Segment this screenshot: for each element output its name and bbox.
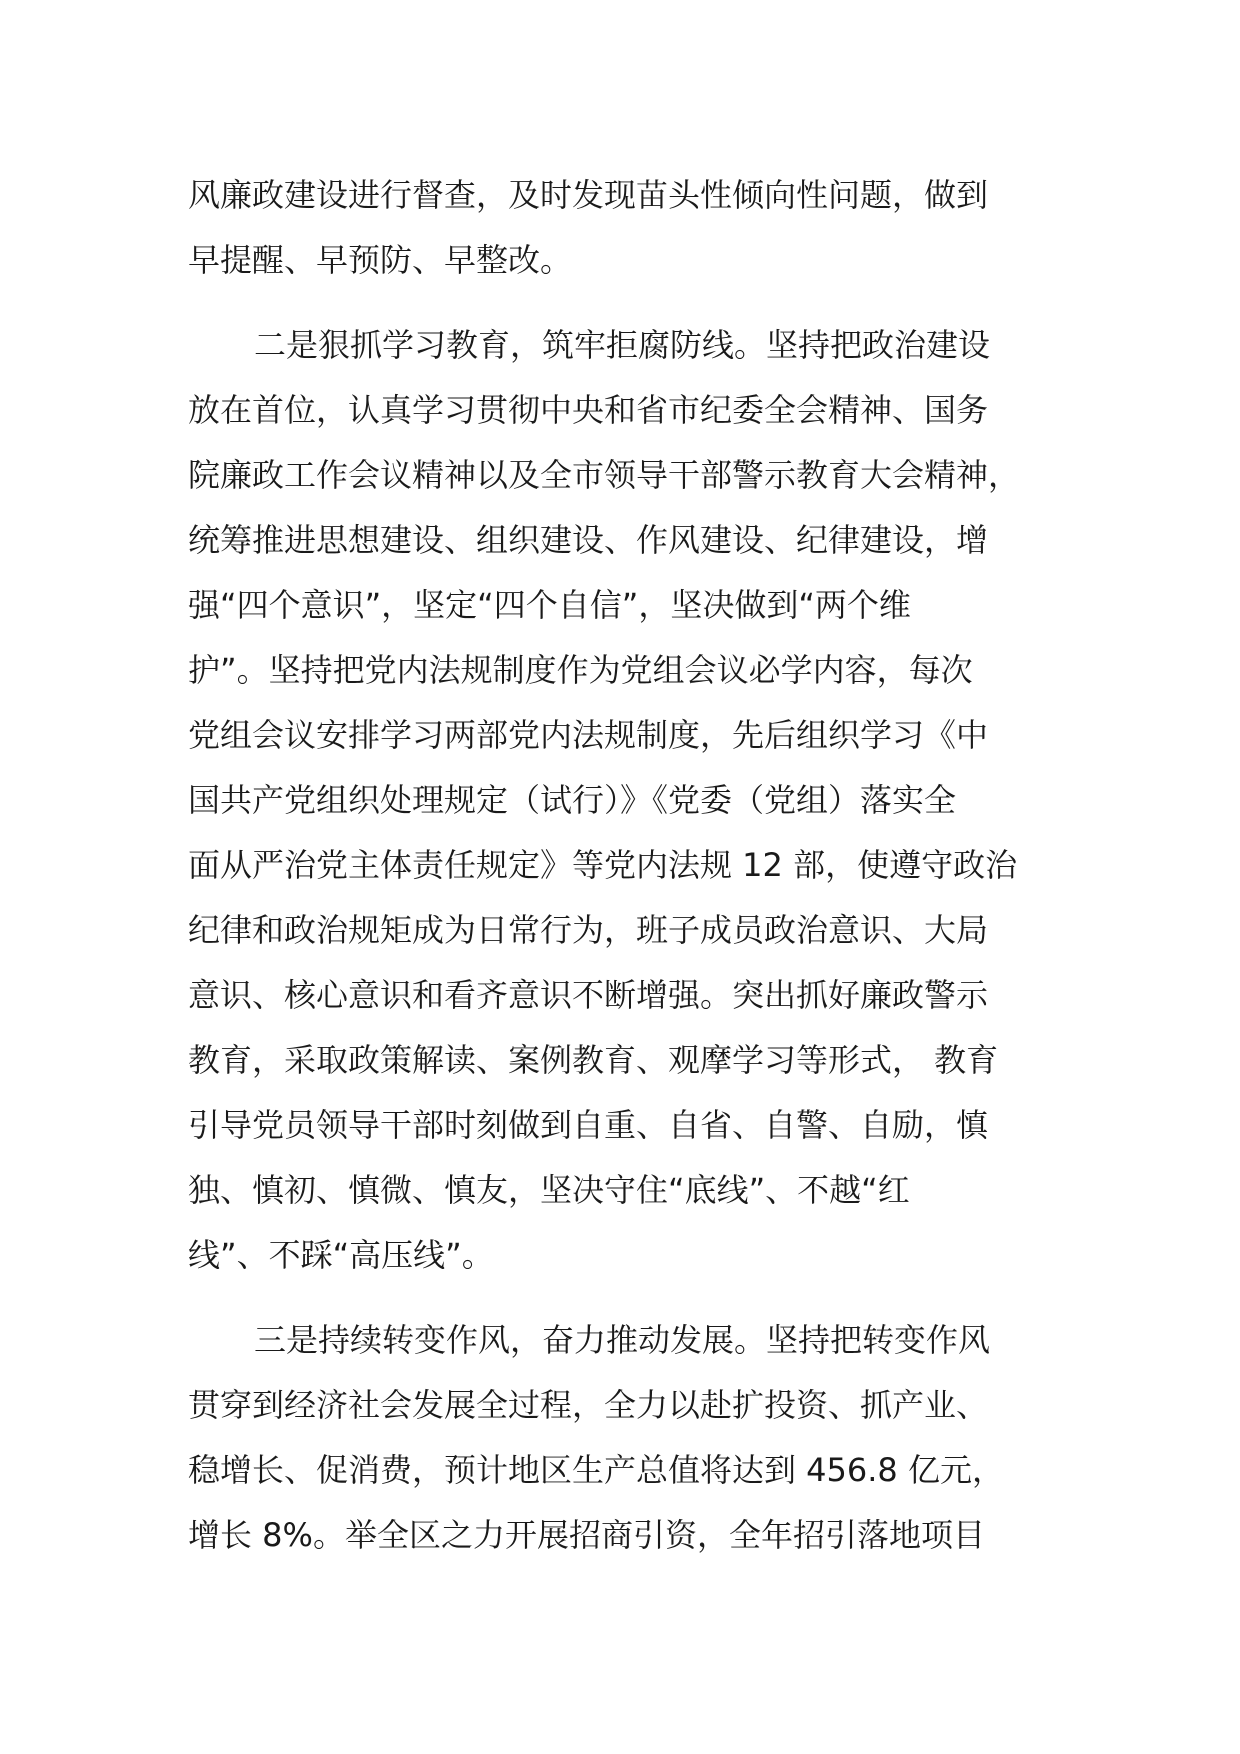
- paragraph-2: [188, 313, 1068, 1288]
- paragraph-spacing: [188, 293, 1068, 313]
- text-line: 意识、核心意识和看齐意识不断增强。突出抓好廉政警示: [188, 976, 989, 1014]
- text-line: 放在首位，认真学习贯彻中央和省市纪委全会精神、国务: [188, 391, 989, 429]
- paragraph-1: [188, 163, 1068, 293]
- text-line: 独、慎初、慎微、慎友，坚决守住“底线”、不越“红: [188, 1171, 910, 1209]
- text-line: 稳增长、促消费，预计地区生产总值将达到 456.8 亿元，: [188, 1451, 1004, 1489]
- text-line: 面从严治党主体责任规定》等党内法规 12 部，使遵守政治: [188, 846, 1018, 884]
- text-line: 国共产党组织处理规定（试行）》《党委（党组）落实全: [188, 781, 957, 819]
- text-line: 护”。坚持把党内法规制度作为党组会议必学内容，每次: [188, 651, 973, 689]
- text-line: 二是狠抓学习教育，筑牢拒腐防线。坚持把政治建设: [254, 326, 991, 364]
- text-line: 统筹推进思想建设、组织建设、作风建设、纪律建设，增: [188, 521, 989, 559]
- document-page: [188, 163, 1068, 1568]
- text-line: 增长 8%。举全区之力开展招商引资，全年招引落地项目: [188, 1516, 985, 1554]
- text-line: 纪律和政治规矩成为日常行为，班子成员政治意识、大局: [188, 911, 989, 949]
- text-line: 院廉政工作会议精神以及全市领导干部警示教育大会精神，: [188, 456, 1021, 494]
- text-line: 三是持续转变作风，奋力推动发展。坚持把转变作风: [254, 1321, 991, 1359]
- text-line: 引导党员领导干部时刻做到自重、自省、自警、自励，慎: [188, 1106, 989, 1144]
- text-line: 早提醒、早预防、早整改。: [188, 241, 573, 279]
- text-line: 强“四个意识”，坚定“四个自信”，坚决做到“两个维: [188, 586, 911, 624]
- paragraph-3: [188, 1308, 1068, 1568]
- paragraph-spacing: [188, 1288, 1068, 1308]
- text-line: 教育，采取政策解读、案例教育、观摩学习等形式， 教育: [188, 1041, 999, 1079]
- text-line: 党组会议安排学习两部党内法规制度，先后组织学习《中: [188, 716, 989, 754]
- text-line: 线”、不踩“高压线”。: [188, 1236, 494, 1274]
- text-line: 贯穿到经济社会发展全过程，全力以赴扩投资、抓产业、: [188, 1386, 989, 1424]
- text-line: 风廉政建设进行督查，及时发现苗头性倾向性问题，做到: [188, 176, 989, 214]
